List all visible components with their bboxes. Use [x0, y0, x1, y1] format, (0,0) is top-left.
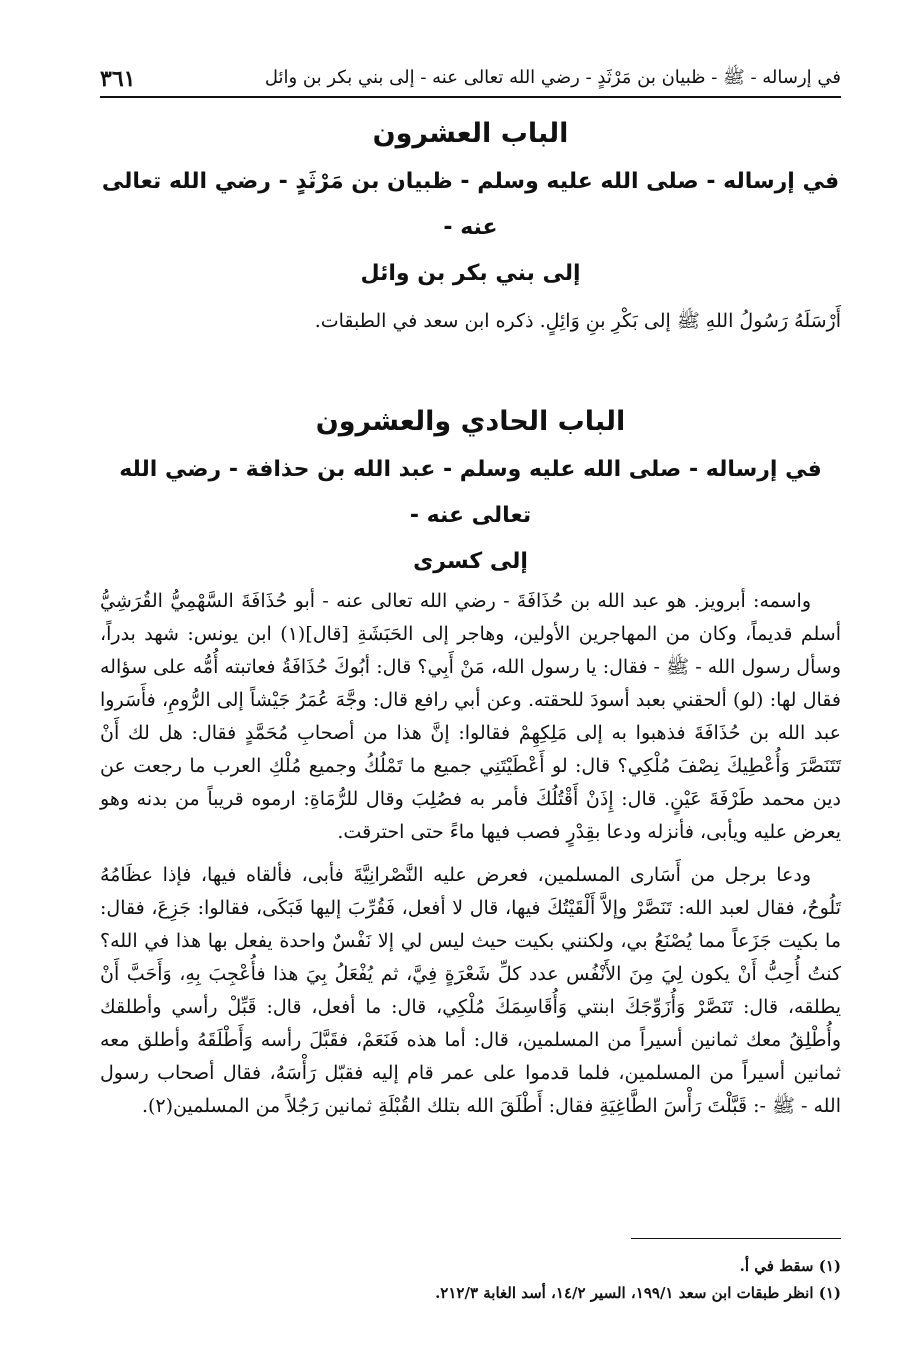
section-gap: [100, 338, 841, 398]
chapter-21: [100, 406, 841, 1123]
chapter-21-paragraph-1: واسمه: أبرويز. هو عبد الله بن حُذَافَةَ - رضي الله تعالى عنه - أبو حُذَافَةَ السَّهْمِيُّ القُرَشِيُّ أسلم قديماً، وكان من المهاجرين الأولين، وهاجر إلى الحَبَشَةِ [قال](١) ابن يونس: شهد بدراً، وسأل رسول الله - ﷺ - فقال: يا رسول الله، مَنْ أَبِي؟ قال: أبُوكَ حُذَافَةُ فعاتبته أُمُّه على سؤاله فقال لها: (لو) ألحقني بعبد أسودَ للحقته. وعن أبي رافع قال: وجَّهَ عُمَرُ جَيْشاً إلى الرُّومِ، فأَسَروا عبد الله بن حُذَافَةَ فذهبوا به إلى مَلِكِهِمْ فقالوا: إنَّ هذا من أصحابِ مُحَمَّدٍ فقال: هل لك أَنْ تَتَنَصَّرَ وَأُعْطِيكَ نِصْفَ مُلْكِي؟ قال: لو أَعْطَيْتَنِي جميع ما تَمْلُكُ وجميع مُلْكِ العرب ما رجعت عن دين محمد طَرْفَةَ عَيْنٍ. قال: إِذَنْ أَقْتُلُكَ فأمر به فصُلِبَ وقال للرُّمَاةِ: ارموه قريباً من بدنه وهو يعرض عليه ويأبى، فأنزله ودعا بقِدْرٍ فصب فيها ماءً حتى احترقت.: [100, 590, 841, 843]
chapter-21-subtitle-line1: في إرساله - صلى الله عليه وسلم - عبد الله بن حذافة - رضي الله تعالى عنه -: [119, 457, 822, 528]
chapter-20: [100, 118, 841, 338]
chapter-21-subtitle-line2: إلى كسرى: [413, 549, 528, 574]
running-title: في إرساله - ﷺ - ظبيان بن مَرْثَدٍ - رضي الله تعالى عنه - إلى بني بكر بن وائل: [264, 67, 841, 88]
paragraph-gap: [100, 849, 841, 859]
chapter-20-subtitle-line2: إلى بني بكر بن وائل: [360, 261, 581, 286]
page-content: [100, 110, 841, 1123]
chapter-21-title: الباب الحادي والعشرون: [315, 406, 626, 437]
footnote-rule: [631, 1238, 841, 1239]
chapter-20-subtitle-line1: في إرساله - صلى الله عليه وسلم - ظبيان بن مَرْثَدٍ - رضي الله تعالى عنه -: [101, 169, 840, 240]
page-number: ٣٦١: [100, 66, 136, 92]
chapter-20-text: أَرْسَلَهُ رَسُولُ اللهِ ﷺ إلى بَكْرِ بنِ وَائِلٍ. ذكره ابن سعد في الطبقات.: [314, 310, 841, 332]
running-header: [100, 58, 841, 98]
chapter-20-title: الباب العشرون: [372, 118, 569, 149]
footnote-2: (١) انظر طبقات ابن سعد ١٩٩/١، السير ١٤/٢، أسد الغابة ٢١٢/٣.: [435, 1284, 841, 1302]
footnotes: [100, 1238, 841, 1307]
chapter-21-paragraph-2: ودعا برجل من أَسَارى المسلمين، فعرض عليه النَّصْرانِيَّةَ فأبى، فألقاه فيها، فإذا عظَامُهُ تَلُوحُ، فقال لعبد الله: تَنَصَّرْ وإلاَّ أَلْقَيْتُكَ فيها، قال لا أفعل، فَقُرِّبَ إليها فَبَكَى، فقالوا: جَزِعَ، فقال: ما بكيت جَزَعاً مما يُصْنَعُ بي، ولكنني بكيت حيث ليس لي إلا نَفْسٌ واحدة يفعل بها هذا في الله؟ كنتُ أُحِبُّ أَنْ يكون لِيَ مِنَ الأَنْفُس عدد كلِّ شَعْرَةٍ فِيَّ، ثم يُفْعَلُ بِيَ هذا فأُعْجِبَ بِهِ، وَأَحَبَّ أَنْ يطلقه، قال: تَنَصَّرْ وَأُزَوِّجَكَ ابنتي وَأُقَاسِمَكَ مُلْكِي، قال: ما أفعل، قال: قَبِّلْ رأسي وأطلقك وأُطْلِقُ معك ثمانين أسيراً من المسلمين، قال: أما هذه فَنَعَمْ، فقَبَّلَ رأسه وَأَطْلَقَهُ وأطلق معه ثمانين أسيراً من المسلمين، فلما قدموا على عمر قام إليه فقبّل رَأْسَهُ، فقال أصحاب رسول الله - ﷺ -: قَبَّلْتَ رَأْسَ الطَّاغِيَةِ فقال: أَطْلَقَ الله بتلك القُبْلَةِ ثمانين رَجُلاً من المسلمين(٢).: [100, 864, 841, 1117]
footnote-1: (١) سقط في أ.: [739, 1257, 841, 1275]
